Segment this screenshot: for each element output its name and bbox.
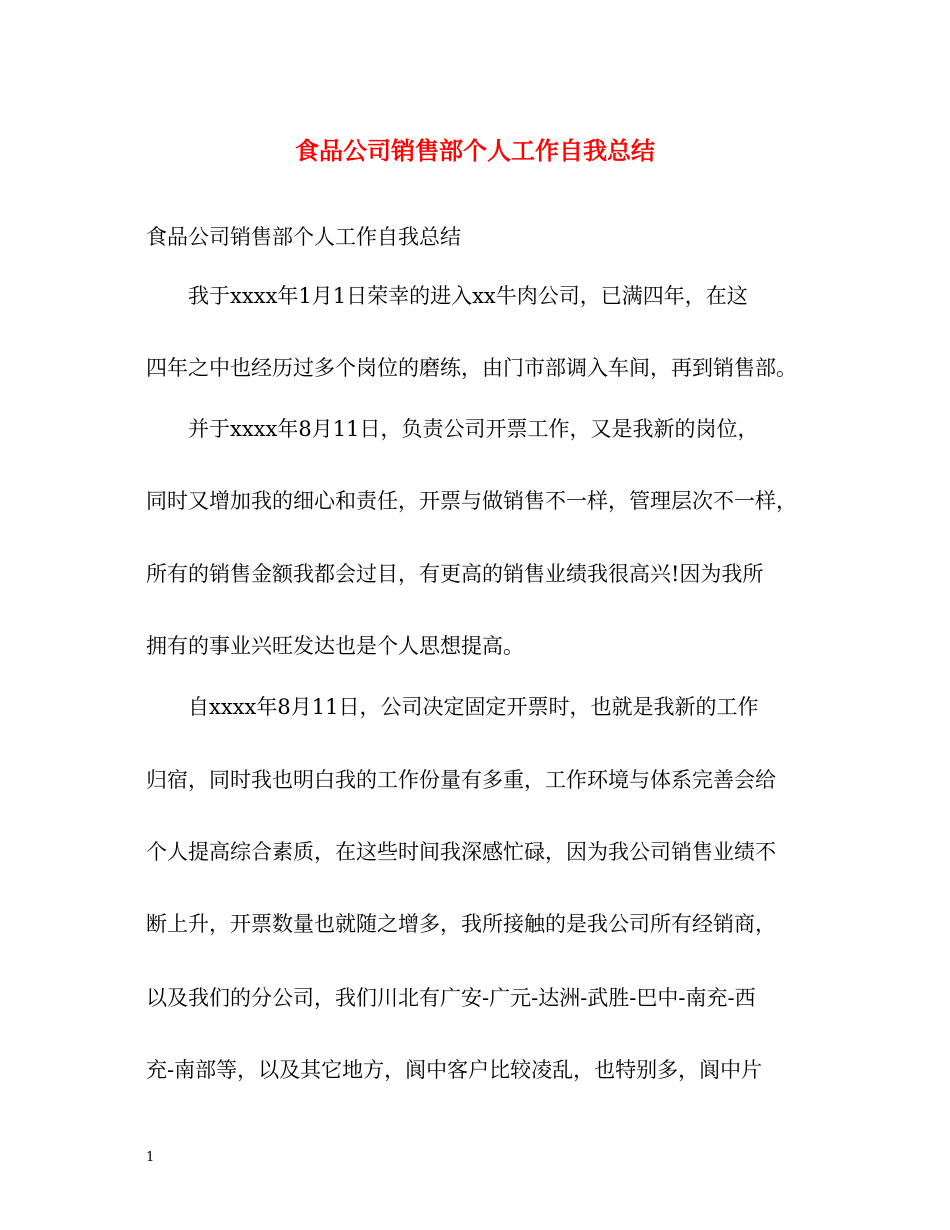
paragraph-line: 断上升，开票数量也就随之增多，我所接触的是我公司所有经销商， (146, 912, 776, 936)
paragraph-line: 同时又增加我的细心和责任，开票与做销售不一样，管理层次不一样， (146, 489, 797, 513)
paragraph-line: 以及我们的分公司，我们川北有广安-广元-达洲-武胜-巴中-南充-西 (146, 986, 756, 1010)
paragraph-line: 归宿，同时我也明白我的工作份量有多重，工作环境与体系完善会给 (146, 768, 776, 792)
paragraph-line: 所有的销售金额我都会过目，有更高的销售业绩我很高兴!因为我所 (146, 562, 764, 586)
page-number: 1 (146, 1150, 155, 1165)
paragraph-line: 我于xxxx年1月1日荣幸的进入xx牛肉公司，已满四年，在这 (188, 284, 748, 308)
paragraph-line: 个人提高综合素质，在这些时间我深感忙碌，因为我公司销售业绩不 (146, 840, 776, 864)
document-subtitle: 食品公司销售部个人工作自我总结 (146, 225, 461, 249)
document-title: 食品公司销售部个人工作自我总结 (295, 136, 655, 165)
paragraph-line: 拥有的事业兴旺发达也是个人思想提高。 (146, 634, 524, 658)
paragraph-line: 自xxxx年8月11日，公司决定固定开票时，也就是我新的工作 (188, 695, 759, 719)
paragraph-line: 并于xxxx年8月11日，负责公司开票工作，又是我新的岗位， (188, 417, 759, 441)
paragraph-line: 四年之中也经历过多个岗位的磨练，由门市部调入车间，再到销售部。 (146, 356, 797, 380)
paragraph-line: 充-南部等，以及其它地方，阆中客户比较凌乱，也特别多，阆中片 (146, 1058, 763, 1082)
